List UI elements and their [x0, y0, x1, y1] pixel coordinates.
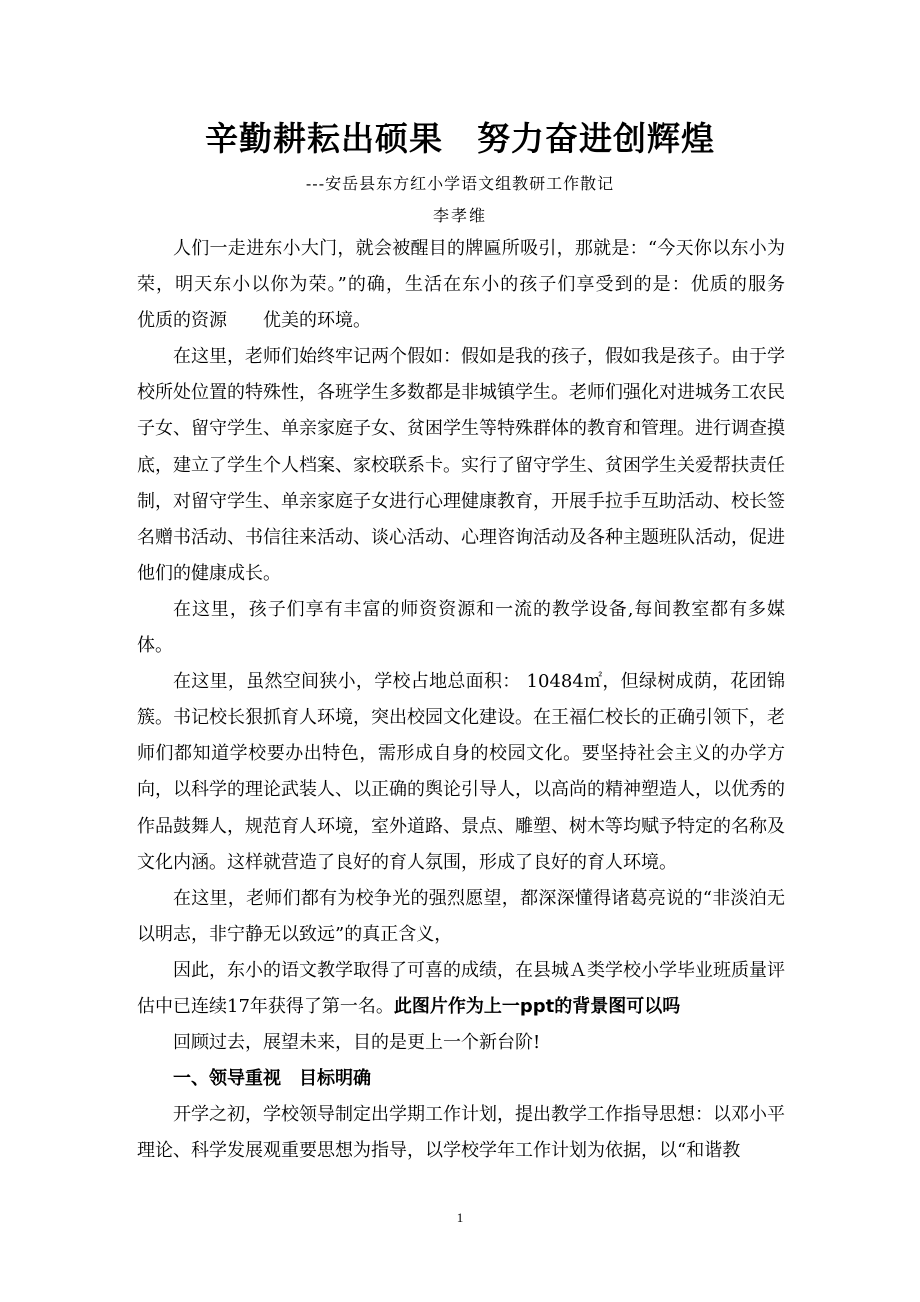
- results-text: 因此，东小的语文教学取得了可喜的成绩，在县城Ａ类学校小学毕业班质量评估中已连续17年获得了第一名。: [137, 959, 785, 1017]
- document-subtitle: ---安岳县东方红小学语文组教研工作散记: [305, 174, 615, 193]
- document-title: 辛勤耕耘出硕果 努力奋进创辉煌: [205, 119, 715, 158]
- paragraph-campus-culture: 在这里，虽然空间狭小，学校占地总面积： 10484㎡，但绿树成荫，花团锦簇。书记校长狠抓育人环境，突出校园文化建设。在王福仁校长的正确引领下，老师们都知道学校要办出特色，需形成自身的校园文化。要坚持社会主义的办学方向，以科学的理论武装人、以正确的舆论引导人，以高尚的精神塑造人，以优秀的作品鼓舞人，规范育人环境，室外道路、景点、雕塑、树木等均赋予特定的名称及文化内涵。这样就营造了良好的育人氛围，形成了良好的育人环境。: [137, 671, 785, 873]
- paragraph-work-plan: 开学之初，学校领导制定出学期工作计划，提出教学工作指导思想：以邓小平理论、科学发展观重要思想为指导，以学校学年工作计划为依据，以“和谐教: [137, 1104, 785, 1162]
- paragraph-intro: 人们一走进东小大门，就会被醒目的牌匾所吸引，那就是：“今天你以东小为荣，明天东小以你为荣。”的确，生活在东小的孩子们享受到的是：优质的服务 优质的资源 优美的环境。: [137, 238, 803, 332]
- paragraph-resources: 在这里，孩子们享有丰富的师资资源和一流的教学设备,每间教室都有多媒体。: [137, 598, 785, 657]
- author-name: 李孝维: [432, 206, 487, 225]
- paragraph-results: [137, 953, 785, 1025]
- document-body: [137, 231, 803, 1169]
- inline-comment-note: 此图片作为上一ppt的背景图可以吗: [393, 995, 681, 1017]
- page-number: 1: [456, 1210, 464, 1225]
- paragraph-teachers-care: 在这里，老师们始终牢记两个假如：假如是我的孩子，假如我是孩子。由于学校所处位置的特殊性，各班学生多数都是非城镇学生。老师们强化对进城务工农民子女、留守学生、单亲家庭子女、贫困学生等特殊群体的教育和管理。进行调查摸底，建立了学生个人档案、家校联系卡。实行了留守学生、贫困学生关爱帮扶责任制，对留守学生、单亲家庭子女进行心理健康教育，开展手拉手互助活动、校长签名赠书活动、书信往来活动、谈心活动、心理咨询活动及各种主题班队活动，促进他们的健康成长。: [137, 346, 785, 584]
- section-heading: 一、领导重视 目标明确: [173, 1068, 371, 1090]
- paragraph-aspiration: 在这里，老师们都有为校争光的强烈愿望，都深深懂得诸葛亮说的“非淡泊无以明志，非宁静无以致远”的真正含义，: [137, 887, 785, 945]
- paragraph-future: 回顾过去，展望未来，目的是更上一个新台阶!: [173, 1032, 541, 1054]
